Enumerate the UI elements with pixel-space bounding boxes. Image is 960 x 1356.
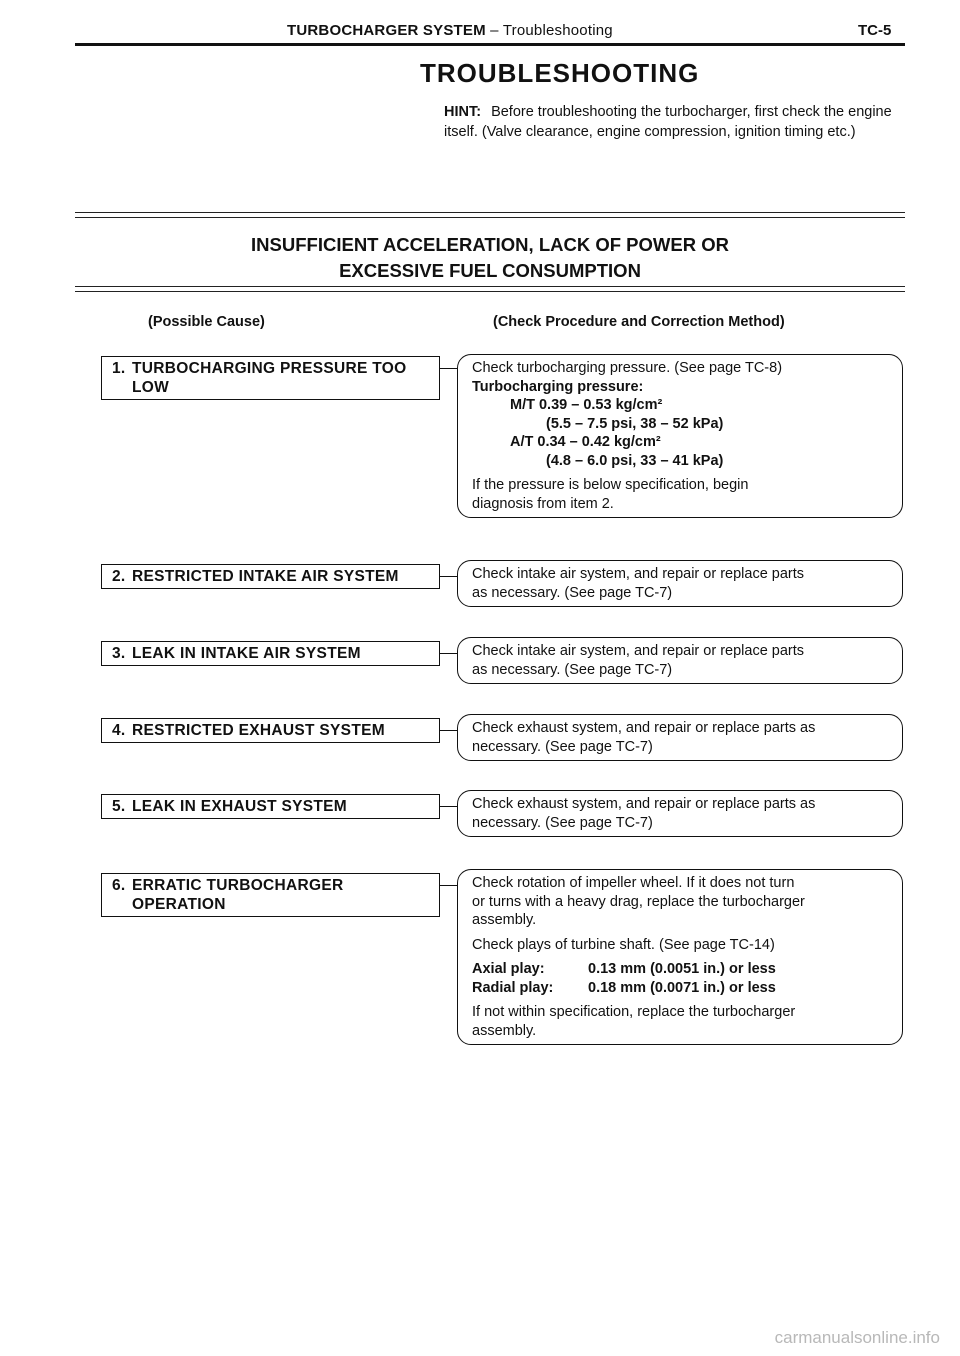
radial-play-label: Radial play: bbox=[472, 979, 554, 996]
cause-number: 2. bbox=[112, 568, 126, 585]
axial-play-value: 0.13 mm (0.0051 in.) or less bbox=[588, 961, 776, 977]
note-line: If not within specification, replace the turbocharger bbox=[472, 1004, 796, 1020]
spec-label: Turbocharging pressure: bbox=[472, 378, 644, 395]
spec-at: A/T 0.34 – 0.42 kg/cm² bbox=[510, 434, 661, 450]
radial-play-value: 0.18 mm (0.0071 in.) or less bbox=[588, 979, 776, 996]
check-line: Check rotation of impeller wheel. If it does not turn bbox=[472, 875, 795, 891]
check-line: assembly. bbox=[472, 912, 537, 928]
check-column-heading: (Check Procedure and Correction Method) bbox=[493, 314, 785, 330]
check-line: necessary. (See page TC-7) bbox=[472, 814, 653, 831]
cause-column-heading: (Possible Cause) bbox=[148, 314, 265, 330]
section-title-line1: INSUFFICIENT ACCELERATION, LACK OF POWER OR bbox=[251, 234, 729, 255]
check-box-6 bbox=[457, 869, 903, 1045]
check-box-4 bbox=[457, 714, 903, 761]
check-line: Check intake air system, and repair or replace parts bbox=[472, 643, 805, 659]
cause-box-1 bbox=[101, 356, 440, 400]
check-line: Check exhaust system, and repair or replace parts as bbox=[472, 720, 816, 736]
cause-text: TURBOCHARGING PRESSURE TOO bbox=[132, 360, 407, 377]
check-line: Check intake air system, and repair or replace parts bbox=[472, 566, 805, 582]
page-number: TC-5 bbox=[858, 22, 892, 39]
cause-number: 3. bbox=[112, 645, 126, 662]
check-box-1 bbox=[457, 354, 903, 518]
check-line: Check turbocharging pressure. (See page TC-8) bbox=[472, 360, 783, 376]
header-section: TURBOCHARGER SYSTEM bbox=[287, 22, 486, 39]
cause-number: 5. bbox=[112, 798, 126, 815]
cause-text: LEAK IN INTAKE AIR SYSTEM bbox=[132, 645, 361, 662]
connector-3 bbox=[440, 653, 457, 654]
cause-text: RESTRICTED EXHAUST SYSTEM bbox=[132, 722, 385, 739]
axial-play-label: Axial play: bbox=[472, 961, 545, 977]
cause-box-6 bbox=[101, 873, 440, 917]
cause-text-cont: LOW bbox=[132, 379, 170, 396]
page-title: TROUBLESHOOTING bbox=[420, 58, 700, 88]
check-line: or turns with a heavy drag, replace the turbocharger bbox=[472, 893, 805, 910]
spec-mt-sub: (5.5 – 7.5 psi, 38 – 52 kPa) bbox=[546, 415, 724, 432]
cause-box-4 bbox=[101, 718, 440, 743]
cause-text: LEAK IN EXHAUST SYSTEM bbox=[132, 798, 348, 815]
cause-text: RESTRICTED INTAKE AIR SYSTEM bbox=[132, 568, 399, 585]
cause-box-3 bbox=[101, 641, 440, 666]
section-rule-top bbox=[75, 212, 905, 218]
check-line: as necessary. (See page TC-7) bbox=[472, 584, 673, 601]
check-box-2 bbox=[457, 560, 903, 607]
note-line: assembly. bbox=[472, 1022, 537, 1039]
cause-number: 1. bbox=[112, 360, 126, 377]
connector-5 bbox=[440, 806, 457, 807]
cause-text: ERRATIC TURBOCHARGER bbox=[132, 877, 344, 894]
check-box-5 bbox=[457, 790, 903, 837]
note-line: If the pressure is below specification, begin bbox=[472, 477, 749, 493]
check-line: necessary. (See page TC-7) bbox=[472, 738, 653, 755]
hint-label: HINT: bbox=[444, 104, 482, 120]
section-rule-bottom bbox=[75, 286, 905, 292]
check-box-3 bbox=[457, 637, 903, 684]
running-header bbox=[287, 22, 613, 39]
note-line: diagnosis from item 2. bbox=[472, 495, 614, 512]
section-title-line2: EXCESSIVE FUEL CONSUMPTION bbox=[339, 260, 641, 281]
connector-6 bbox=[440, 885, 457, 886]
spec-mt: M/T 0.39 – 0.53 kg/cm² bbox=[510, 397, 663, 413]
section-title bbox=[75, 232, 905, 284]
check-line: as necessary. (See page TC-7) bbox=[472, 661, 673, 678]
hint-text: Before troubleshooting the turbocharger, first check the engine itself. (Valve clearance, engine compression, ignition timing etc.) bbox=[444, 104, 892, 140]
check-line: Check plays of turbine shaft. (See page TC-14) bbox=[472, 936, 775, 953]
connector-1 bbox=[440, 368, 457, 369]
hint-paragraph bbox=[444, 102, 914, 142]
cause-number: 4. bbox=[112, 722, 126, 739]
check-line: Check exhaust system, and repair or replace parts as bbox=[472, 796, 816, 812]
connector-4 bbox=[440, 730, 457, 731]
connector-2 bbox=[440, 576, 457, 577]
header-sub: – Troubleshooting bbox=[485, 22, 613, 39]
cause-box-2 bbox=[101, 564, 440, 589]
cause-box-5 bbox=[101, 794, 440, 819]
axial-play-row bbox=[472, 960, 888, 979]
cause-number: 6. bbox=[112, 877, 126, 894]
spec-at-sub: (4.8 – 6.0 psi, 33 – 41 kPa) bbox=[546, 452, 724, 469]
header-rule bbox=[75, 43, 905, 46]
cause-text-cont: OPERATION bbox=[132, 896, 226, 913]
watermark: carmanualsonline.info bbox=[774, 1328, 940, 1347]
radial-play-row bbox=[472, 979, 888, 998]
